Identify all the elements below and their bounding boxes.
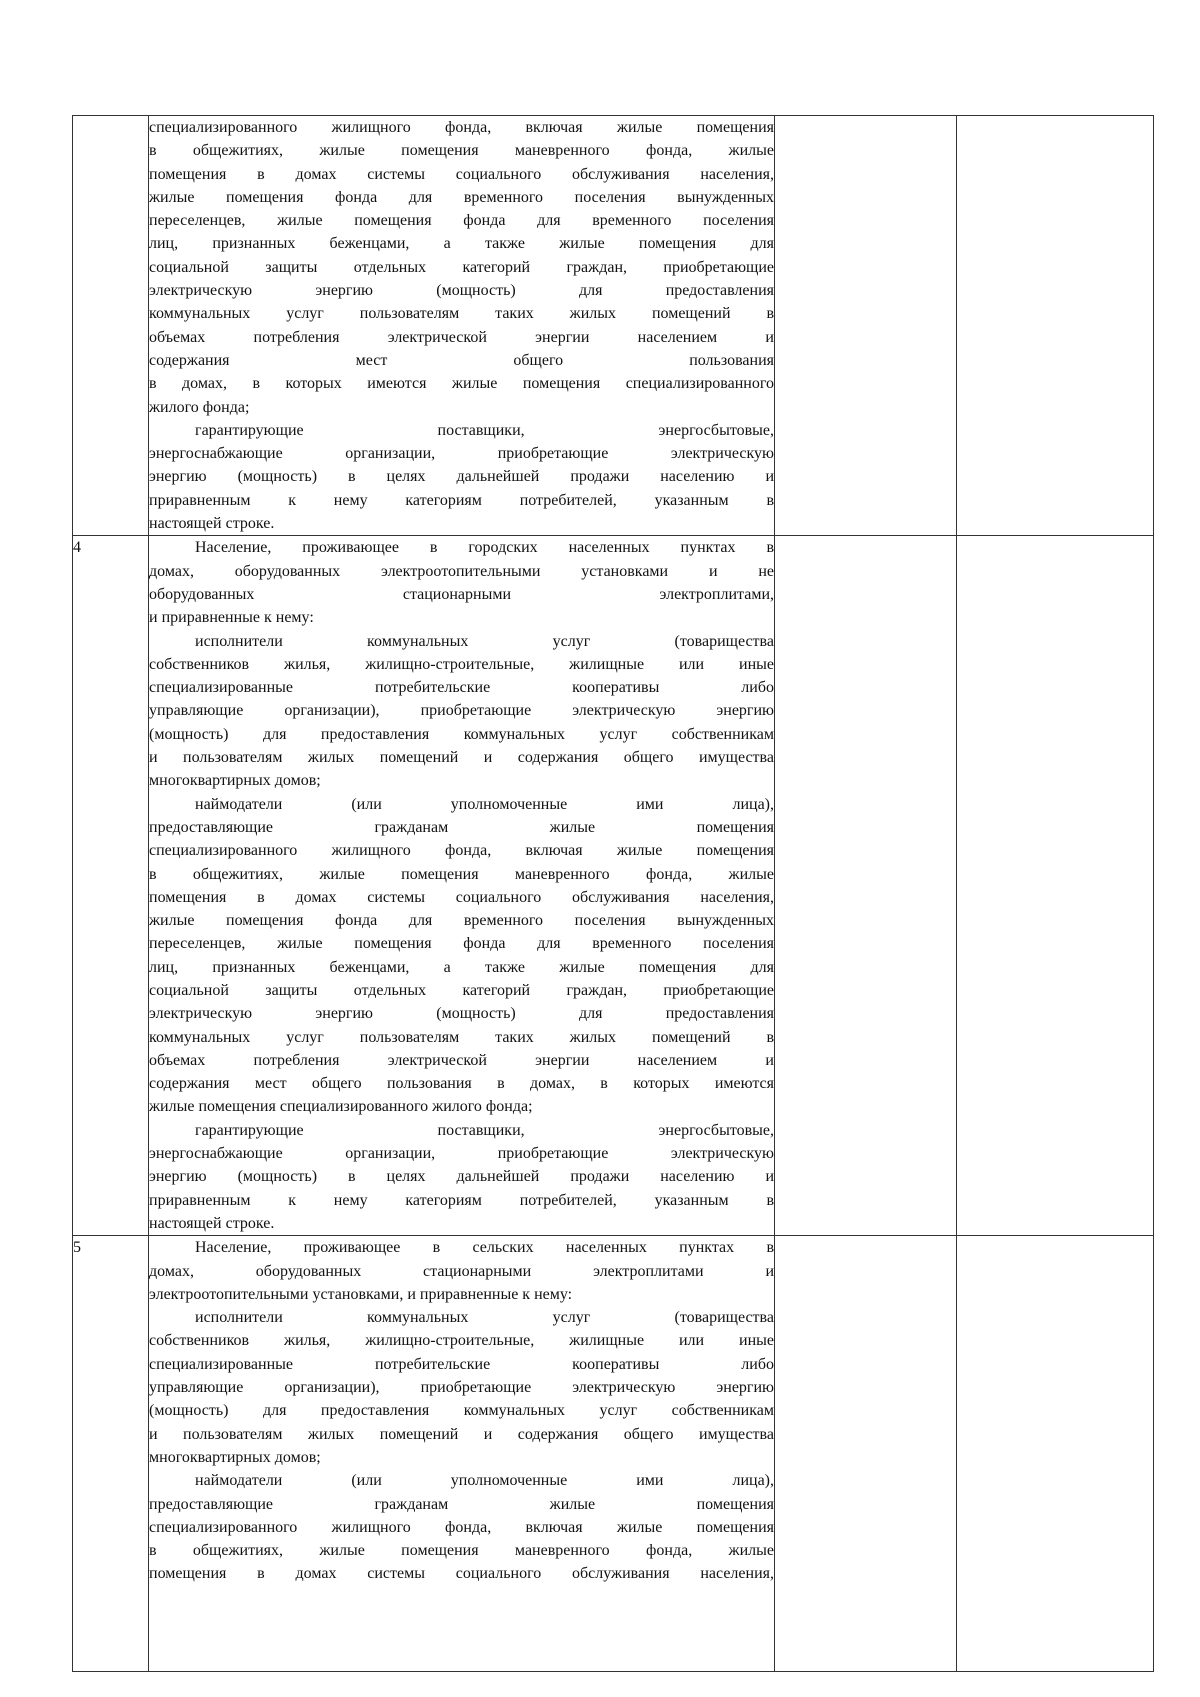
text-line: домах, оборудованных электроотопительными установками и не (149, 562, 774, 580)
table-row (73, 1236, 1154, 1672)
text-line: помещения в домах системы социального обслуживания населения, (149, 888, 774, 906)
text-line: гарантирующие поставщики, энергосбытовые, (195, 421, 774, 439)
text-line: приравненным к нему категориям потребителей, указанным в (149, 491, 774, 509)
text-line: социальной защиты отдельных категорий граждан, приобретающие (149, 981, 774, 999)
text-line: в общежитиях, жилые помещения маневренного фонда, жилые (149, 142, 774, 160)
text-line: предоставляющие гражданам жилые помещения (149, 818, 774, 836)
text-line: объемах потребления электрической энергии населением и (149, 328, 774, 346)
text-line: настоящей строке. (149, 515, 275, 533)
text-line: в домах, в которых имеются жилые помещения специализированного (149, 375, 774, 393)
value-cell-1 (775, 1236, 957, 1672)
text-line: помещения в домах системы социального обслуживания населения, (149, 1565, 774, 1583)
table-row (73, 536, 1154, 1236)
text-line: жилые помещения фонда для временного поселения вынужденных (149, 188, 774, 206)
text-line: и пользователям жилых помещений и содержания общего имущества (149, 1425, 774, 1443)
text-line: помещения в домах системы социального обслуживания населения, (149, 165, 774, 183)
text-line: многоквартирных домов; (149, 772, 321, 790)
text-line: Население, проживающее в городских населенных пунктах в (195, 539, 774, 557)
row-number-cell (73, 116, 149, 536)
text-line: жилые помещения специализированного жилого фонда; (149, 1098, 533, 1116)
text-line: лиц, признанных беженцами, а также жилые помещения для (149, 958, 774, 976)
text-line: собственников жилья, жилищно-строительные, жилищные или иные (149, 1332, 774, 1350)
text-line: жилого фонда; (149, 398, 250, 416)
text-line: наймодатели (или уполномоченные ими лица), (195, 1472, 774, 1490)
text-line: энергию (мощность) в целях дальнейшей продажи населению и (149, 1168, 774, 1186)
consumer-category-cell (149, 116, 775, 536)
text-line: энергию (мощность) в целях дальнейшей продажи населению и (149, 468, 774, 486)
value-cell-2 (957, 116, 1154, 536)
text-line: настоящей строке. (149, 1214, 275, 1232)
text-line: социальной защиты отдельных категорий граждан, приобретающие (149, 258, 774, 276)
value-cell-2 (957, 1236, 1154, 1672)
text-line: энергоснабжающие организации, приобретающие электрическую (149, 445, 774, 463)
text-line: управляющие организации), приобретающие электрическую энергию (149, 702, 774, 720)
text-line: энергоснабжающие организации, приобретающие электрическую (149, 1145, 774, 1163)
text-line: специализированные потребительские кооперативы либо (149, 1355, 774, 1373)
text-line: специализированные потребительские кооперативы либо (149, 679, 774, 697)
text-line: содержания мест общего пользования в домах, в которых имеются (149, 1075, 774, 1093)
table-row (73, 116, 1154, 536)
text-line: предоставляющие гражданам жилые помещения (149, 1495, 774, 1513)
text-line: содержания мест общего пользования (149, 351, 774, 369)
consumer-category-cell (149, 1236, 775, 1672)
tariff-table-body (73, 116, 1154, 1672)
text-line: собственников жилья, жилищно-строительные, жилищные или иные (149, 655, 774, 673)
row-number-cell: 4 (73, 536, 149, 1236)
text-line: переселенцев, жилые помещения фонда для временного поселения (149, 212, 774, 230)
text-line: электрическую энергию (мощность) для предоставления (149, 1005, 774, 1023)
value-cell-1 (775, 116, 957, 536)
text-line: (мощность) для предоставления коммунальных услуг собственникам (149, 1402, 774, 1420)
value-cell-1 (775, 536, 957, 1236)
text-line: (мощность) для предоставления коммунальных услуг собственникам (149, 725, 774, 743)
text-line: приравненным к нему категориям потребителей, указанным в (149, 1191, 774, 1209)
text-line: Население, проживающее в сельских населенных пунктах в (195, 1239, 774, 1257)
text-line: коммунальных услуг пользователям таких жилых помещений в (149, 305, 774, 323)
text-line: домах, оборудованных стационарными электроплитами и (149, 1262, 774, 1280)
consumer-category-cell (149, 536, 775, 1236)
text-line: управляющие организации), приобретающие электрическую энергию (149, 1379, 774, 1397)
text-line: в общежитиях, жилые помещения маневренного фонда, жилые (149, 865, 774, 883)
text-line: оборудованных стационарными электроплитами, (149, 585, 774, 603)
text-line: и приравненные к нему: (149, 609, 314, 627)
text-line: коммунальных услуг пользователям таких жилых помещений в (149, 1028, 774, 1046)
text-line: лиц, признанных беженцами, а также жилые помещения для (149, 235, 774, 253)
text-line: жилые помещения фонда для временного поселения вынужденных (149, 912, 774, 930)
row-number-cell: 5 (73, 1236, 149, 1672)
text-line: гарантирующие поставщики, энергосбытовые, (195, 1121, 774, 1139)
text-line: многоквартирных домов; (149, 1448, 321, 1466)
text-line: специализированного жилищного фонда, включая жилые помещения (149, 842, 774, 860)
text-line: электрическую энергию (мощность) для предоставления (149, 282, 774, 300)
text-line: объемах потребления электрической энергии населением и (149, 1051, 774, 1069)
tariff-table (72, 115, 1154, 1672)
value-cell-2 (957, 536, 1154, 1236)
text-line: переселенцев, жилые помещения фонда для временного поселения (149, 935, 774, 953)
text-line: исполнители коммунальных услуг (товарищества (195, 1309, 774, 1327)
text-line: специализированного жилищного фонда, включая жилые помещения (149, 1518, 774, 1536)
text-line: в общежитиях, жилые помещения маневренного фонда, жилые (149, 1542, 774, 1560)
text-line: исполнители коммунальных услуг (товарищества (195, 632, 774, 650)
text-line: электроотопительными установками, и приравненные к нему: (149, 1285, 573, 1303)
text-line: наймодатели (или уполномоченные ими лица), (195, 795, 774, 813)
text-line: специализированного жилищного фонда, включая жилые помещения (149, 119, 774, 136)
text-line: и пользователям жилых помещений и содержания общего имущества (149, 749, 774, 767)
